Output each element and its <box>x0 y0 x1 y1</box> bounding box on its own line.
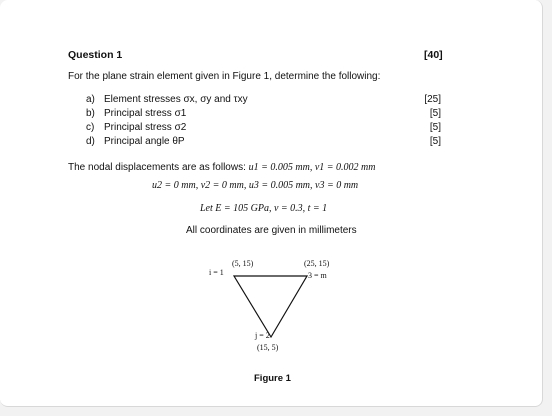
part-a-label: a) <box>86 94 95 105</box>
part-c-text: Principal stress σ2 <box>104 122 187 133</box>
node-1-coord: (5, 15) <box>232 259 254 268</box>
node-3-label: 3 = m <box>308 271 327 280</box>
part-a-text: Element stresses σx, σy and τxy <box>104 94 248 105</box>
node-2-coord: (15, 5) <box>257 343 279 352</box>
node-2-label: j = 2 <box>255 331 270 340</box>
question-intro: For the plane strain element given in Figure 1, determine the following: <box>68 71 381 82</box>
displacement-line-2: u2 = 0 mm, v2 = 0 mm, u3 = 0.005 mm, v3 = 0 mm <box>152 180 359 191</box>
question-title: Question 1 <box>68 49 123 61</box>
figure-caption: Figure 1 <box>254 373 291 384</box>
displacement-u1-v1: u1 = 0.005 mm, v1 = 0.002 mm <box>248 162 376 173</box>
part-b-label: b) <box>86 108 95 119</box>
coordinates-note: All coordinates are given in millimeters <box>186 225 357 236</box>
part-d-text: Principal angle θP <box>104 136 185 147</box>
part-b-text: Principal stress σ1 <box>104 108 187 119</box>
part-a-marks: [25] <box>424 94 441 105</box>
triangle-outline <box>234 276 307 337</box>
node-1-label: i = 1 <box>209 268 224 277</box>
part-b-marks: [5] <box>429 108 441 119</box>
part-d-marks: [5] <box>429 136 441 147</box>
displacement-prefix: The nodal displacements are as follows: <box>68 162 249 173</box>
part-c-label: c) <box>86 122 95 133</box>
part-d-label: d) <box>86 136 95 147</box>
node-3-coord: (25, 15) <box>304 259 330 268</box>
question-total-marks: [40] <box>424 49 443 61</box>
part-c-marks: [5] <box>429 122 441 133</box>
material-properties: Let E = 105 GPa, v = 0.3, t = 1 <box>200 203 328 214</box>
